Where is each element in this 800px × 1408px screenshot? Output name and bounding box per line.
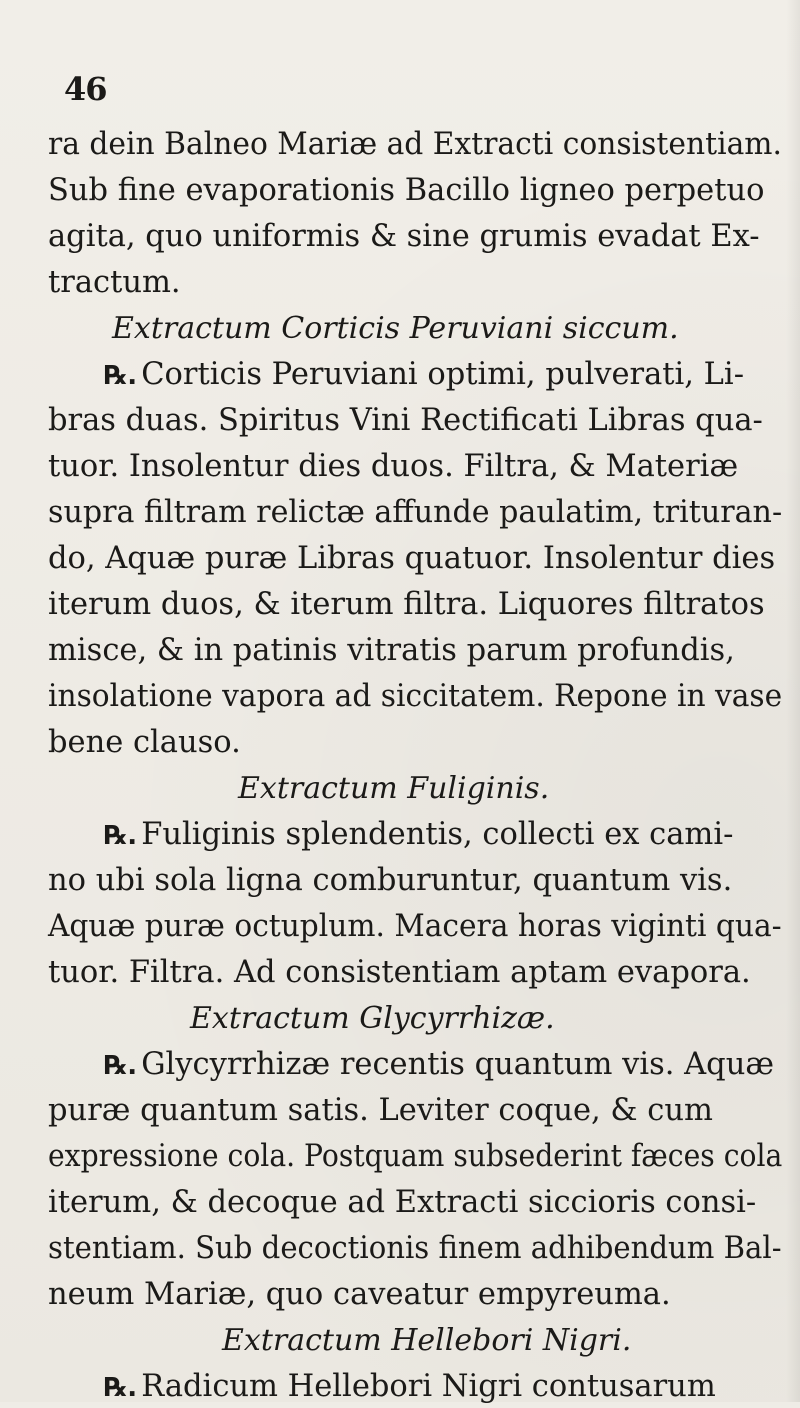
recipe-line [104,355,744,396]
recipe-symbol-icon: ℞. [104,1051,138,1081]
text-line: tuor. Insolentur dies duos. Filtra, & Materiæ [48,449,739,484]
recipe-symbol-icon: ℞. [104,821,138,851]
text-line: Sub fine evaporationis Bacillo ligneo perpetuo [48,173,765,208]
text-line: expressione cola. Postquam subsederint fæces cola [48,1139,783,1174]
text-line: tuor. Filtra. Ad consistentiam aptam evapora. [48,955,751,990]
recipe-symbol-icon: ℞. [104,361,138,391]
section-heading: Extractum Glycyrrhizæ. [190,1001,555,1036]
section-heading: Extractum Hellebori Nigri. [222,1323,632,1358]
text-line: Fuliginis splendentis, collecti ex cami- [141,817,734,852]
text-line: Aquæ puræ octuplum. Macera horas viginti qua- [48,909,782,944]
recipe-line [104,1045,774,1086]
text-line: Radicum Hellebori Nigri contusarum [141,1369,716,1404]
page-number: 46 [64,70,107,108]
text-line: supra filtram relictæ affunde paulatim, trituran- [48,495,783,530]
page-edge-shadow [786,0,800,1402]
recipe-symbol-icon: ℞. [104,1373,138,1403]
text-line: neum Mariæ, quo caveatur empyreuma. [48,1277,671,1312]
text-line: agita, quo uniformis & sine grumis evadat Ex- [48,219,760,254]
text-line: bras duas. Spiritus Vini Rectificati Libras qua- [48,403,763,438]
recipe-line [104,815,733,856]
text-line: Glycyrrhizæ recentis quantum vis. Aquæ [141,1047,775,1082]
section-heading: Extractum Fuliginis. [238,771,550,806]
text-line: insolatione vapora ad siccitatem. Repone in vase [48,679,783,714]
text-line: iterum, & decoque ad Extracti siccioris consi- [48,1185,757,1220]
text-line: Corticis Peruviani optimi, pulverati, Li- [141,357,744,392]
text-line: iterum duos, & iterum filtra. Liquores filtratos [48,587,765,622]
text-line: puræ quantum satis. Leviter coque, & cum [48,1093,713,1128]
text-line: misce, & in patinis vitratis parum profundis, [48,633,735,668]
text-line: do, Aquæ puræ Libras quatuor. Insolentur dies [48,541,776,576]
text-line: stentiam. Sub decoctionis finem adhibendum Bal- [48,1231,782,1266]
section-heading: Extractum Corticis Peruviani siccum. [112,311,679,346]
text-line: ra dein Balneo Mariæ ad Extracti consistentiam. [48,127,782,162]
text-line: no ubi sola ligna comburuntur, quantum vis. [48,863,733,898]
text-line: bene clauso. [48,725,241,760]
text-line: tractum. [48,265,181,300]
